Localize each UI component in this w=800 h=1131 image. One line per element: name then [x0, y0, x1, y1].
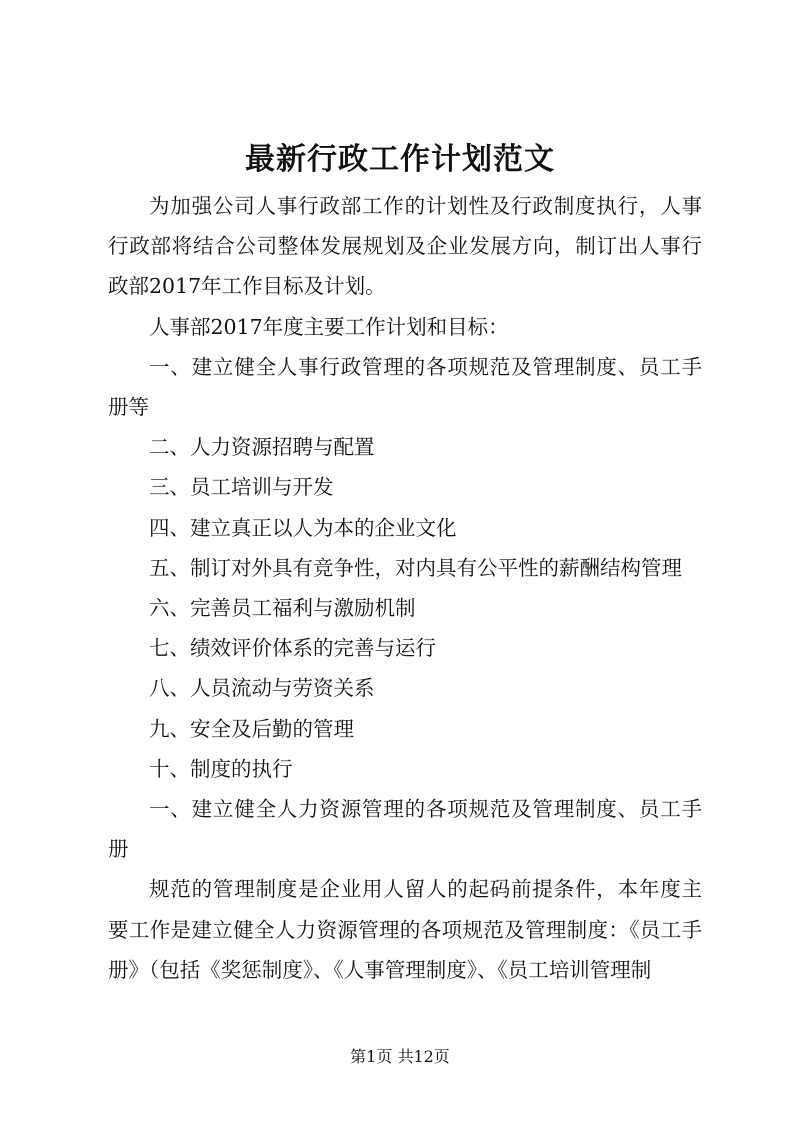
list-item-4: 四、建立真正以人为本的企业文化: [149, 515, 457, 540]
document-title: 最新行政工作计划范文: [245, 142, 555, 177]
list-item-3: 三、员工培训与开发: [149, 475, 334, 500]
paragraph-intro: 为加强公司人事行政部工作的计划性及行政制度执行，人事行政部将结合公司整体发展规划及企业发展方向，制订出人事行政部2017年工作目标及计划。: [108, 194, 702, 299]
list-item-5: 五、制订对外具有竞争性，对内具有公平性的薪酬结构管理: [149, 555, 682, 580]
section-heading-1: 一、建立健全人力资源管理的各项规范及管理制度、员工手册: [108, 797, 702, 862]
list-item-2: 二、人力资源招聘与配置: [149, 435, 375, 460]
paragraph-section-1-body: 规范的管理制度是企业用人留人的起码前提条件，本年度主要工作是建立健全人力资源管理的各项规范及管理制度：《员工手册》（包括《奖惩制度》、《人事管理制度》、《员工培训管理制: [108, 877, 702, 982]
list-item-10: 十、制度的执行: [149, 756, 293, 781]
page-footer: 第1页 共12页: [350, 1047, 450, 1066]
list-item-9: 九、安全及后勤的管理: [149, 716, 354, 741]
list-item-1: 一、建立健全人事行政管理的各项规范及管理制度、员工手册等: [108, 354, 702, 420]
list-item-8: 八、人员流动与劳资关系: [149, 676, 375, 701]
paragraph-plan-heading: 人事部2017年度主要工作计划和目标：: [149, 314, 509, 339]
list-item-7: 七、绩效评价体系的完善与运行: [149, 636, 436, 661]
document-body: [108, 186, 702, 990]
list-item-6: 六、完善员工福利与激励机制: [149, 596, 416, 621]
